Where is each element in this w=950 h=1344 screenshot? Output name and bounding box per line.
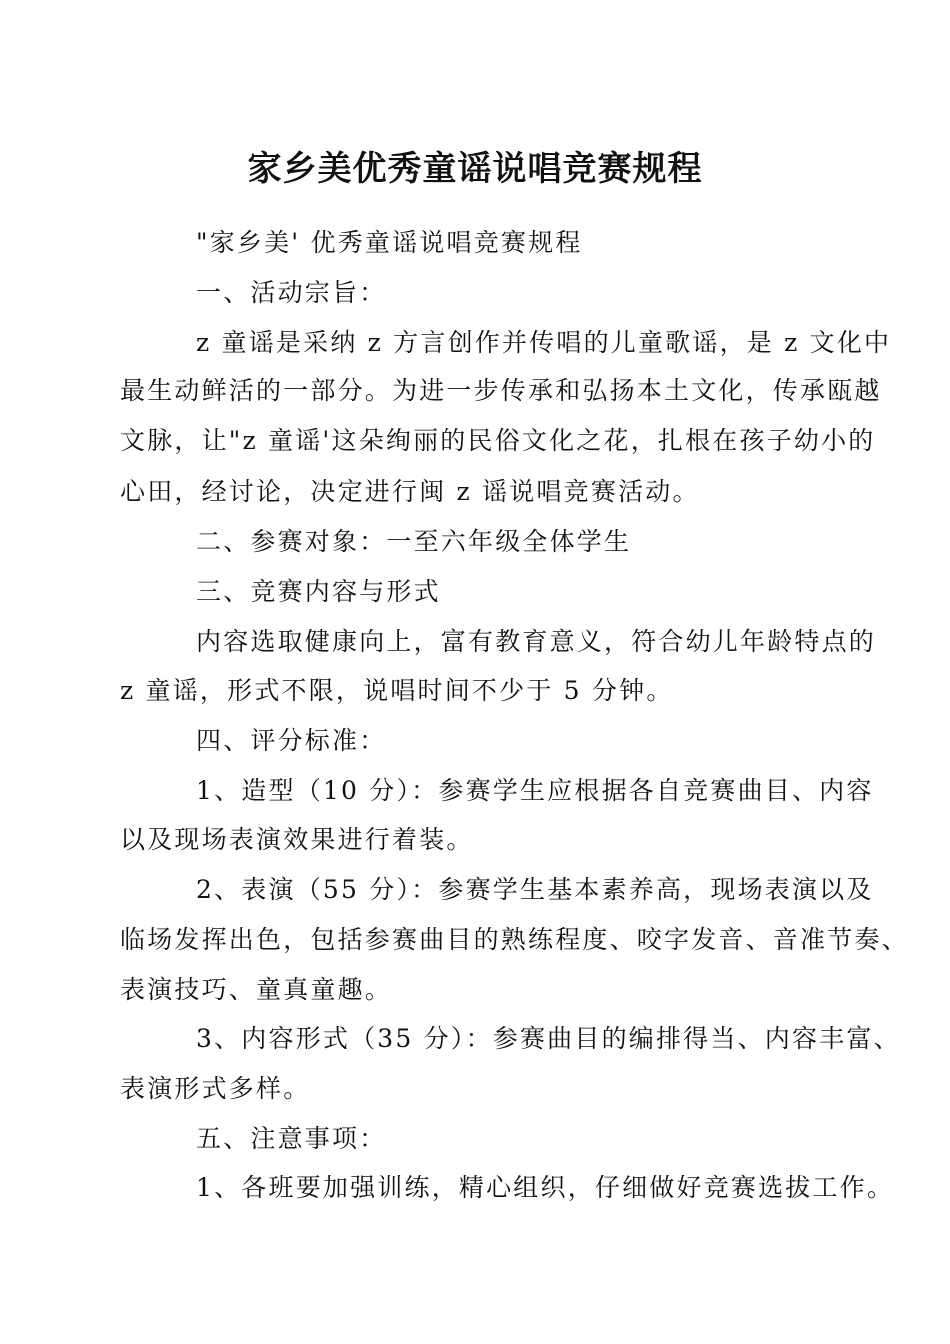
paragraph-line: 临场发挥出色，包括参赛曲目的熟练程度、咬字发音、音准节奏、 [120,925,909,954]
paragraph-line: z 童谣是采纳 z 方言创作并传唱的儿童歌谣，是 z 文化中 [196,328,892,357]
paragraph-line: 心田，经讨论，决定进行闽 z 谣说唱竞赛活动。 [120,477,700,506]
paragraph-line: 表演技巧、童真童趣。 [120,975,393,1004]
section-heading-notes: 五、注意事项： [196,1124,387,1153]
paragraph-line: 3、内容形式（35 分）：参赛曲目的编排得当、内容丰富、 [196,1024,901,1053]
section-heading-scoring: 四、评分标准： [196,726,387,755]
paragraph-line: 以及现场表演效果进行着装。 [120,825,474,854]
section-heading-participants: 二、参赛对象：一至六年级全体学生 [196,527,632,556]
paragraph-line: 表演形式多样。 [120,1074,311,1103]
paragraph-line: 最生动鲜活的一部分。为进一步传承和弘扬本土文化，传承瓯越 [120,376,882,405]
paragraph-line: 1、造型（10 分）：参赛学生应根据各自竞赛曲目、内容 [196,776,874,805]
paragraph-line: z 童谣，形式不限，说唱时间不少于 5 分钟。 [120,676,674,705]
subtitle-line: "家乡美' 优秀童谣说唱竞赛规程 [196,228,583,257]
paragraph-line: 1、各班要加强训练，精心组织，仔细做好竞赛选拔工作。 [196,1173,895,1202]
section-heading-content: 三、竞赛内容与形式 [196,577,441,606]
paragraph-line: 内容选取健康向上，富有教育意义，符合幼儿年龄特点的 [196,627,877,656]
paragraph-line: 文脉，让"z 童谣'这朵绚丽的民俗文化之花，扎根在孩子幼小的 [120,426,876,455]
paragraph-line: 2、表演（55 分）：参赛学生基本素养高，现场表演以及 [196,875,874,904]
page-title: 家乡美优秀童谣说唱竞赛规程 [247,149,703,189]
section-heading-purpose: 一、活动宗旨： [196,278,387,307]
